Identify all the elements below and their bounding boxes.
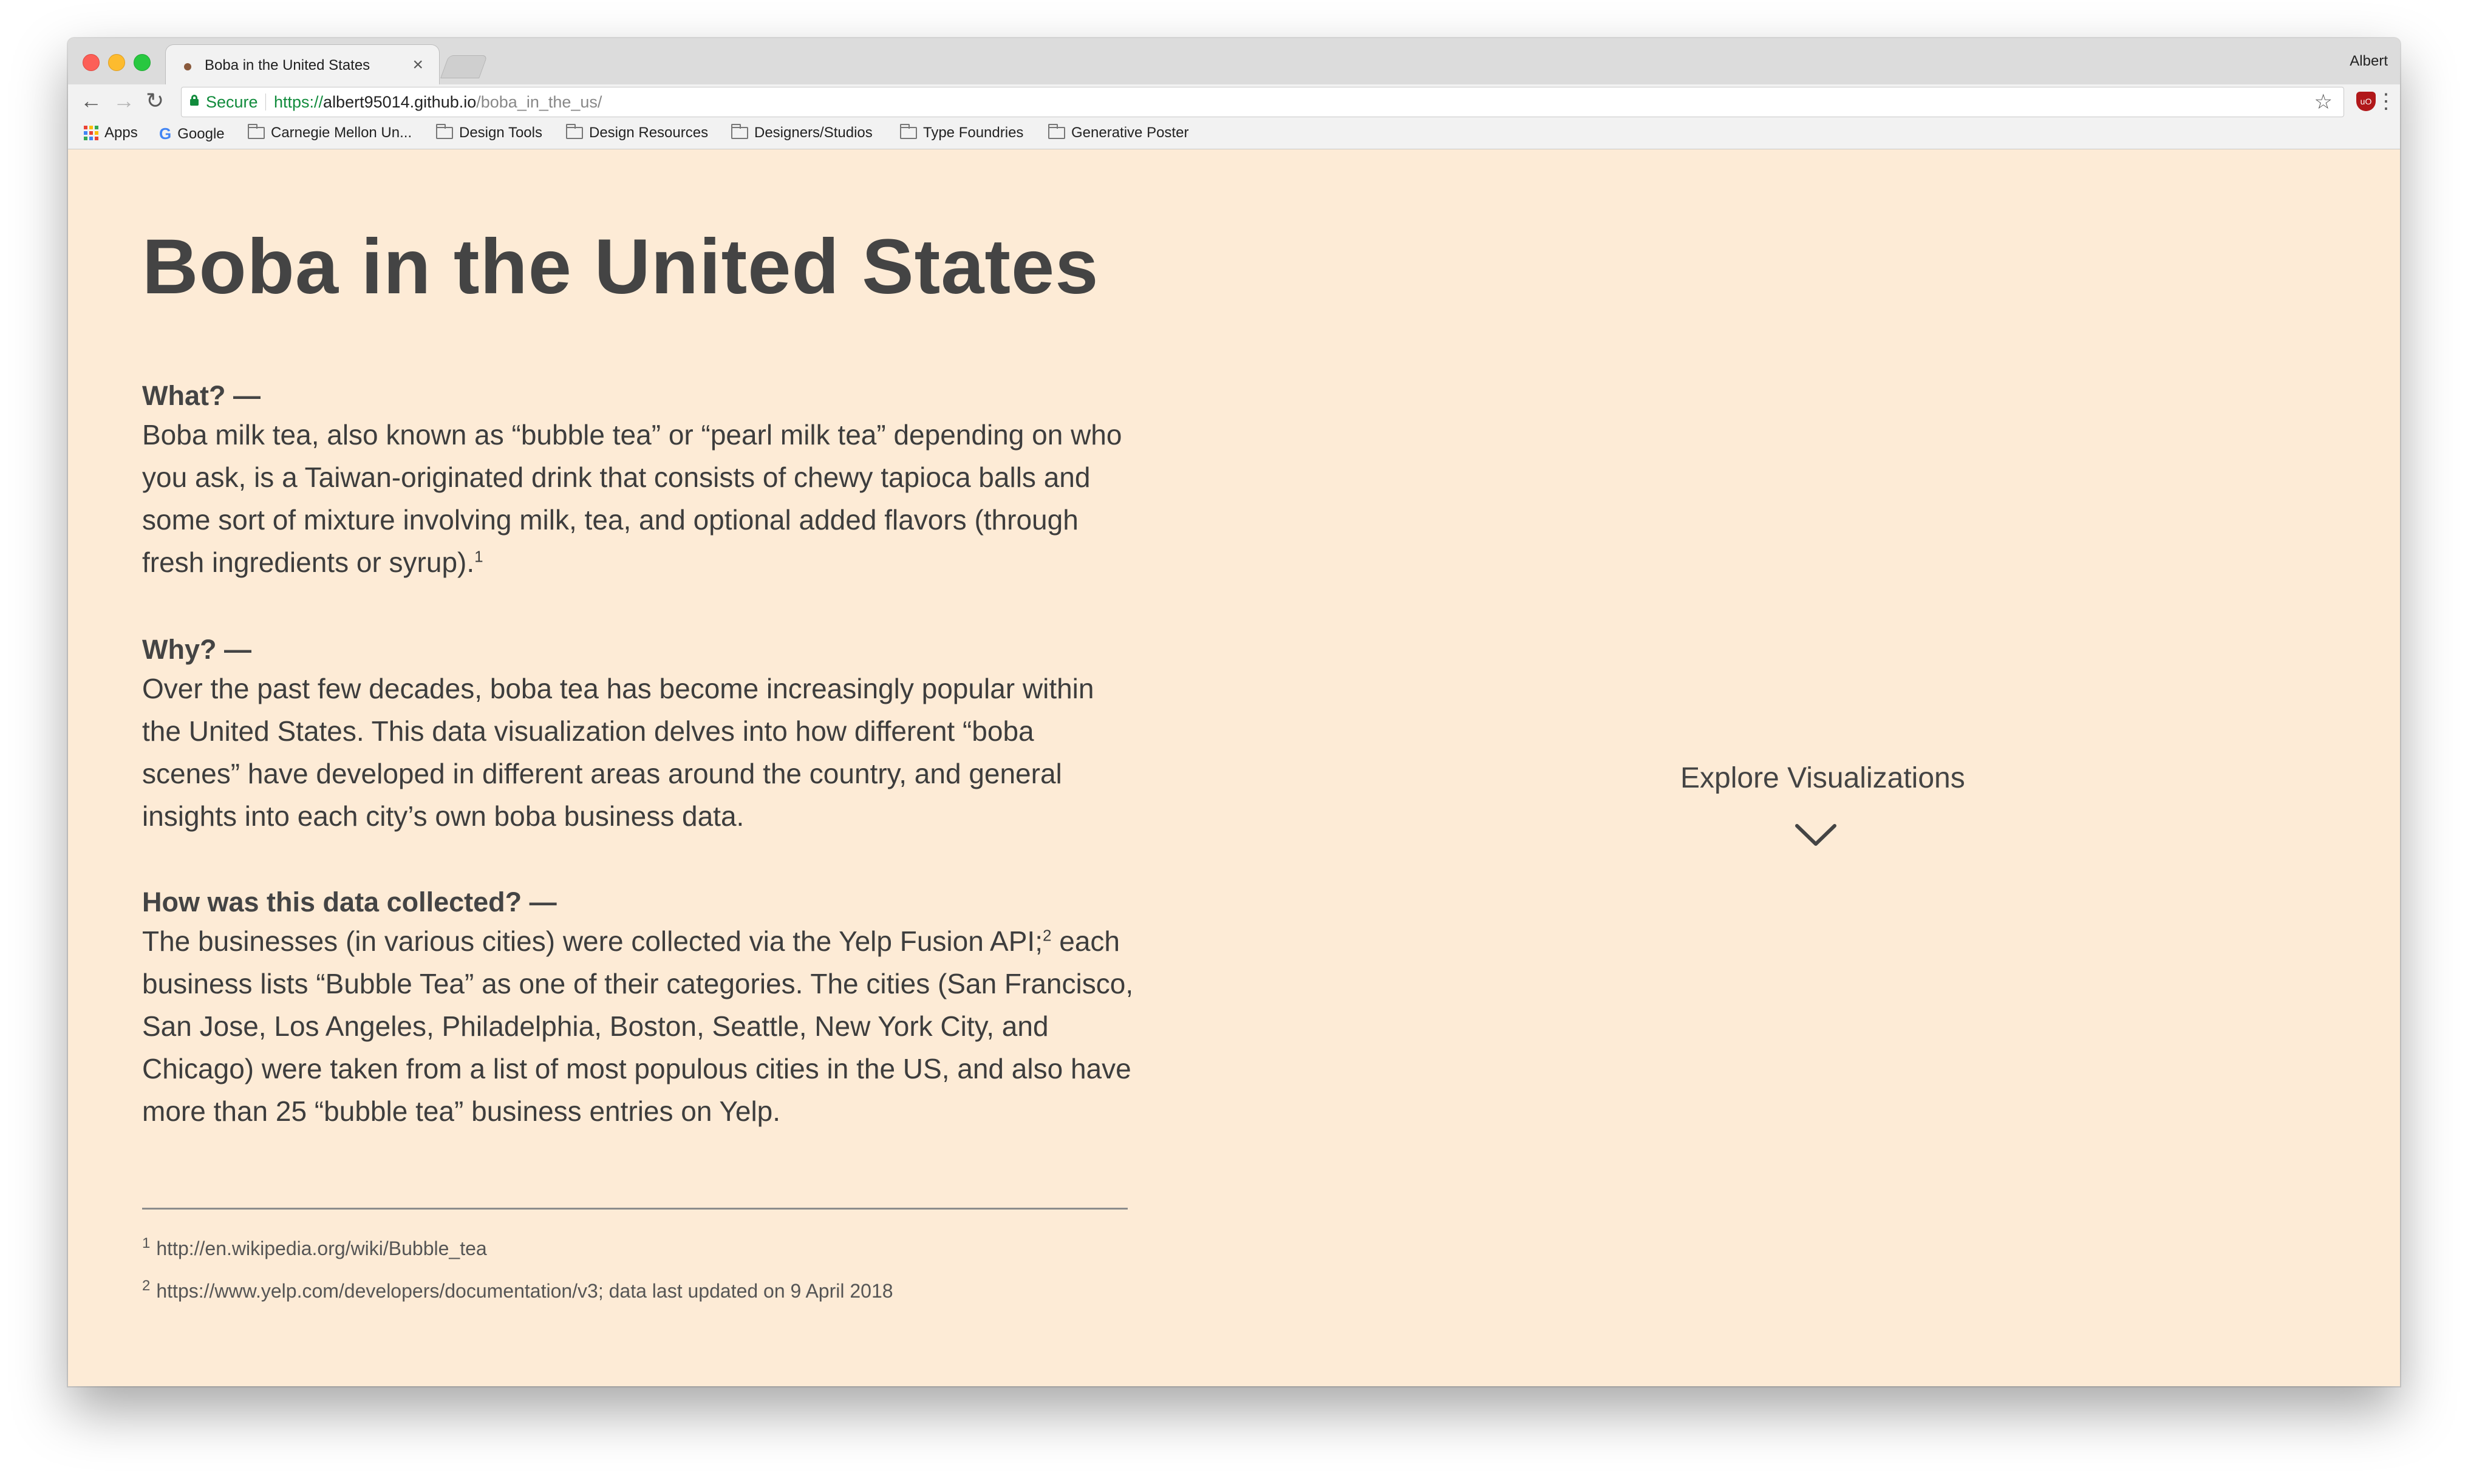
address-bar[interactable] bbox=[181, 87, 2344, 117]
url-host: albert95014.github.io bbox=[323, 93, 477, 111]
section-heading-how: How was this data collected? — bbox=[142, 887, 557, 917]
footnote-ref[interactable]: 2 bbox=[1042, 926, 1052, 945]
minimize-window-button[interactable] bbox=[108, 54, 125, 71]
folder-icon bbox=[900, 127, 917, 139]
folder-icon bbox=[1048, 127, 1065, 139]
star-icon[interactable]: ☆ bbox=[2314, 90, 2333, 114]
section-body-what bbox=[142, 414, 1138, 584]
section-body-why: Over the past few decades, boba tea has become increasingly popular within the United States. This data visualization delves into how different “boba scenes” have developed in different areas around the country, and general insights into each city’s own boba business data. bbox=[142, 673, 1094, 832]
window-controls bbox=[83, 54, 151, 71]
url-protocol: https:// bbox=[274, 93, 324, 111]
page-content bbox=[68, 149, 2400, 1386]
bookmark-label: Generative Poster bbox=[1071, 124, 1189, 141]
page-title: Boba in the United States bbox=[142, 223, 1099, 310]
bookmark-folder[interactable] bbox=[731, 124, 873, 141]
bookmark-label: Apps bbox=[104, 124, 138, 141]
menu-dots-icon[interactable]: ⋮ bbox=[2376, 90, 2396, 113]
folder-icon bbox=[566, 127, 583, 139]
bookmark-google[interactable] bbox=[159, 124, 225, 143]
folder-icon bbox=[731, 127, 748, 139]
url-text[interactable] bbox=[274, 93, 602, 112]
bookmark-label: Google bbox=[177, 125, 225, 142]
browser-toolbar bbox=[68, 84, 2400, 118]
footnote-ref[interactable]: 1 bbox=[474, 547, 483, 566]
body-text: Boba milk tea, also known as “bubble tea” or “pearl milk tea” depending on who you ask, is a Taiwan-originated drink that consists of chewy tapioca balls and some sort of mixture involving milk, tea, and optional added flavors (through fresh ingredients or syrup). bbox=[142, 419, 1122, 578]
secure-label[interactable]: Secure bbox=[206, 93, 258, 111]
footnote-1 bbox=[142, 1237, 487, 1260]
maximize-window-button[interactable] bbox=[134, 54, 151, 71]
bookmark-folder[interactable] bbox=[436, 124, 542, 141]
url-path: /boba_in_the_us/ bbox=[476, 93, 602, 111]
bookmark-label: Type Foundries bbox=[923, 124, 1024, 141]
close-window-button[interactable] bbox=[83, 54, 100, 71]
footnote-link[interactable]: https://www.yelp.com/developers/documentation/v3; data last updated on 9 April 2018 bbox=[156, 1280, 893, 1302]
tab-strip bbox=[68, 38, 2400, 85]
profile-name[interactable]: Albert bbox=[2350, 53, 2388, 69]
footnote-number: 2 bbox=[142, 1278, 151, 1295]
back-arrow-icon[interactable]: ← bbox=[80, 88, 102, 113]
chevron-down-icon[interactable] bbox=[1795, 822, 1837, 849]
footnote-divider bbox=[142, 1208, 1128, 1210]
browser-window bbox=[68, 38, 2400, 1386]
tab-active[interactable] bbox=[165, 44, 440, 85]
reload-icon[interactable]: ↻ bbox=[146, 88, 165, 113]
bookmark-label: Carnegie Mellon Un... bbox=[271, 124, 412, 141]
footnote-link[interactable]: http://en.wikipedia.org/wiki/Bubble_tea bbox=[156, 1237, 487, 1259]
favicon-icon bbox=[184, 63, 191, 70]
bookmark-label: Design Resources bbox=[589, 124, 709, 141]
footnote-2 bbox=[142, 1280, 893, 1302]
footnote-number: 1 bbox=[142, 1235, 151, 1252]
bookmark-folder[interactable] bbox=[566, 124, 708, 141]
bookmark-apps[interactable] bbox=[84, 124, 138, 141]
tab-close-icon[interactable]: × bbox=[412, 55, 423, 75]
lock-icon[interactable] bbox=[190, 95, 199, 106]
google-icon: G bbox=[159, 124, 172, 143]
bookmark-label: Design Tools bbox=[459, 124, 542, 141]
forward-arrow-icon[interactable]: → bbox=[113, 88, 135, 113]
bookmark-folder[interactable] bbox=[1048, 124, 1188, 141]
section-heading-what: What? — bbox=[142, 380, 261, 411]
explore-visualizations-label[interactable]: Explore Visualizations bbox=[1680, 762, 1965, 794]
tab-title: Boba in the United States bbox=[205, 57, 370, 73]
bookmark-folder[interactable] bbox=[900, 124, 1023, 141]
new-tab-button[interactable] bbox=[440, 55, 488, 78]
bookmark-folder[interactable] bbox=[248, 124, 412, 141]
folder-icon bbox=[248, 127, 265, 139]
omnibox-separator bbox=[265, 94, 266, 111]
folder-icon bbox=[436, 127, 453, 139]
body-text: The businesses (in various cities) were collected via the Yelp Fusion API; bbox=[142, 925, 1043, 957]
bookmarks-bar bbox=[68, 118, 2400, 149]
section-body-how bbox=[142, 920, 1138, 1132]
apps-grid-icon bbox=[84, 126, 98, 140]
section-heading-why: Why? — bbox=[142, 634, 251, 665]
bookmark-label: Designers/Studios bbox=[754, 124, 873, 141]
body-text: each business lists “Bubble Tea” as one of their categories. The cities (San Francisco, San Jose, Los Angeles, Philadelphia, Boston, Seattle, New York City, and Chicago) were taken from a list of most populous cities in the US, and also have more than 25 “bubble tea” business entries on Yelp. bbox=[142, 925, 1134, 1127]
shield-extension-icon[interactable]: uO bbox=[2356, 92, 2376, 111]
